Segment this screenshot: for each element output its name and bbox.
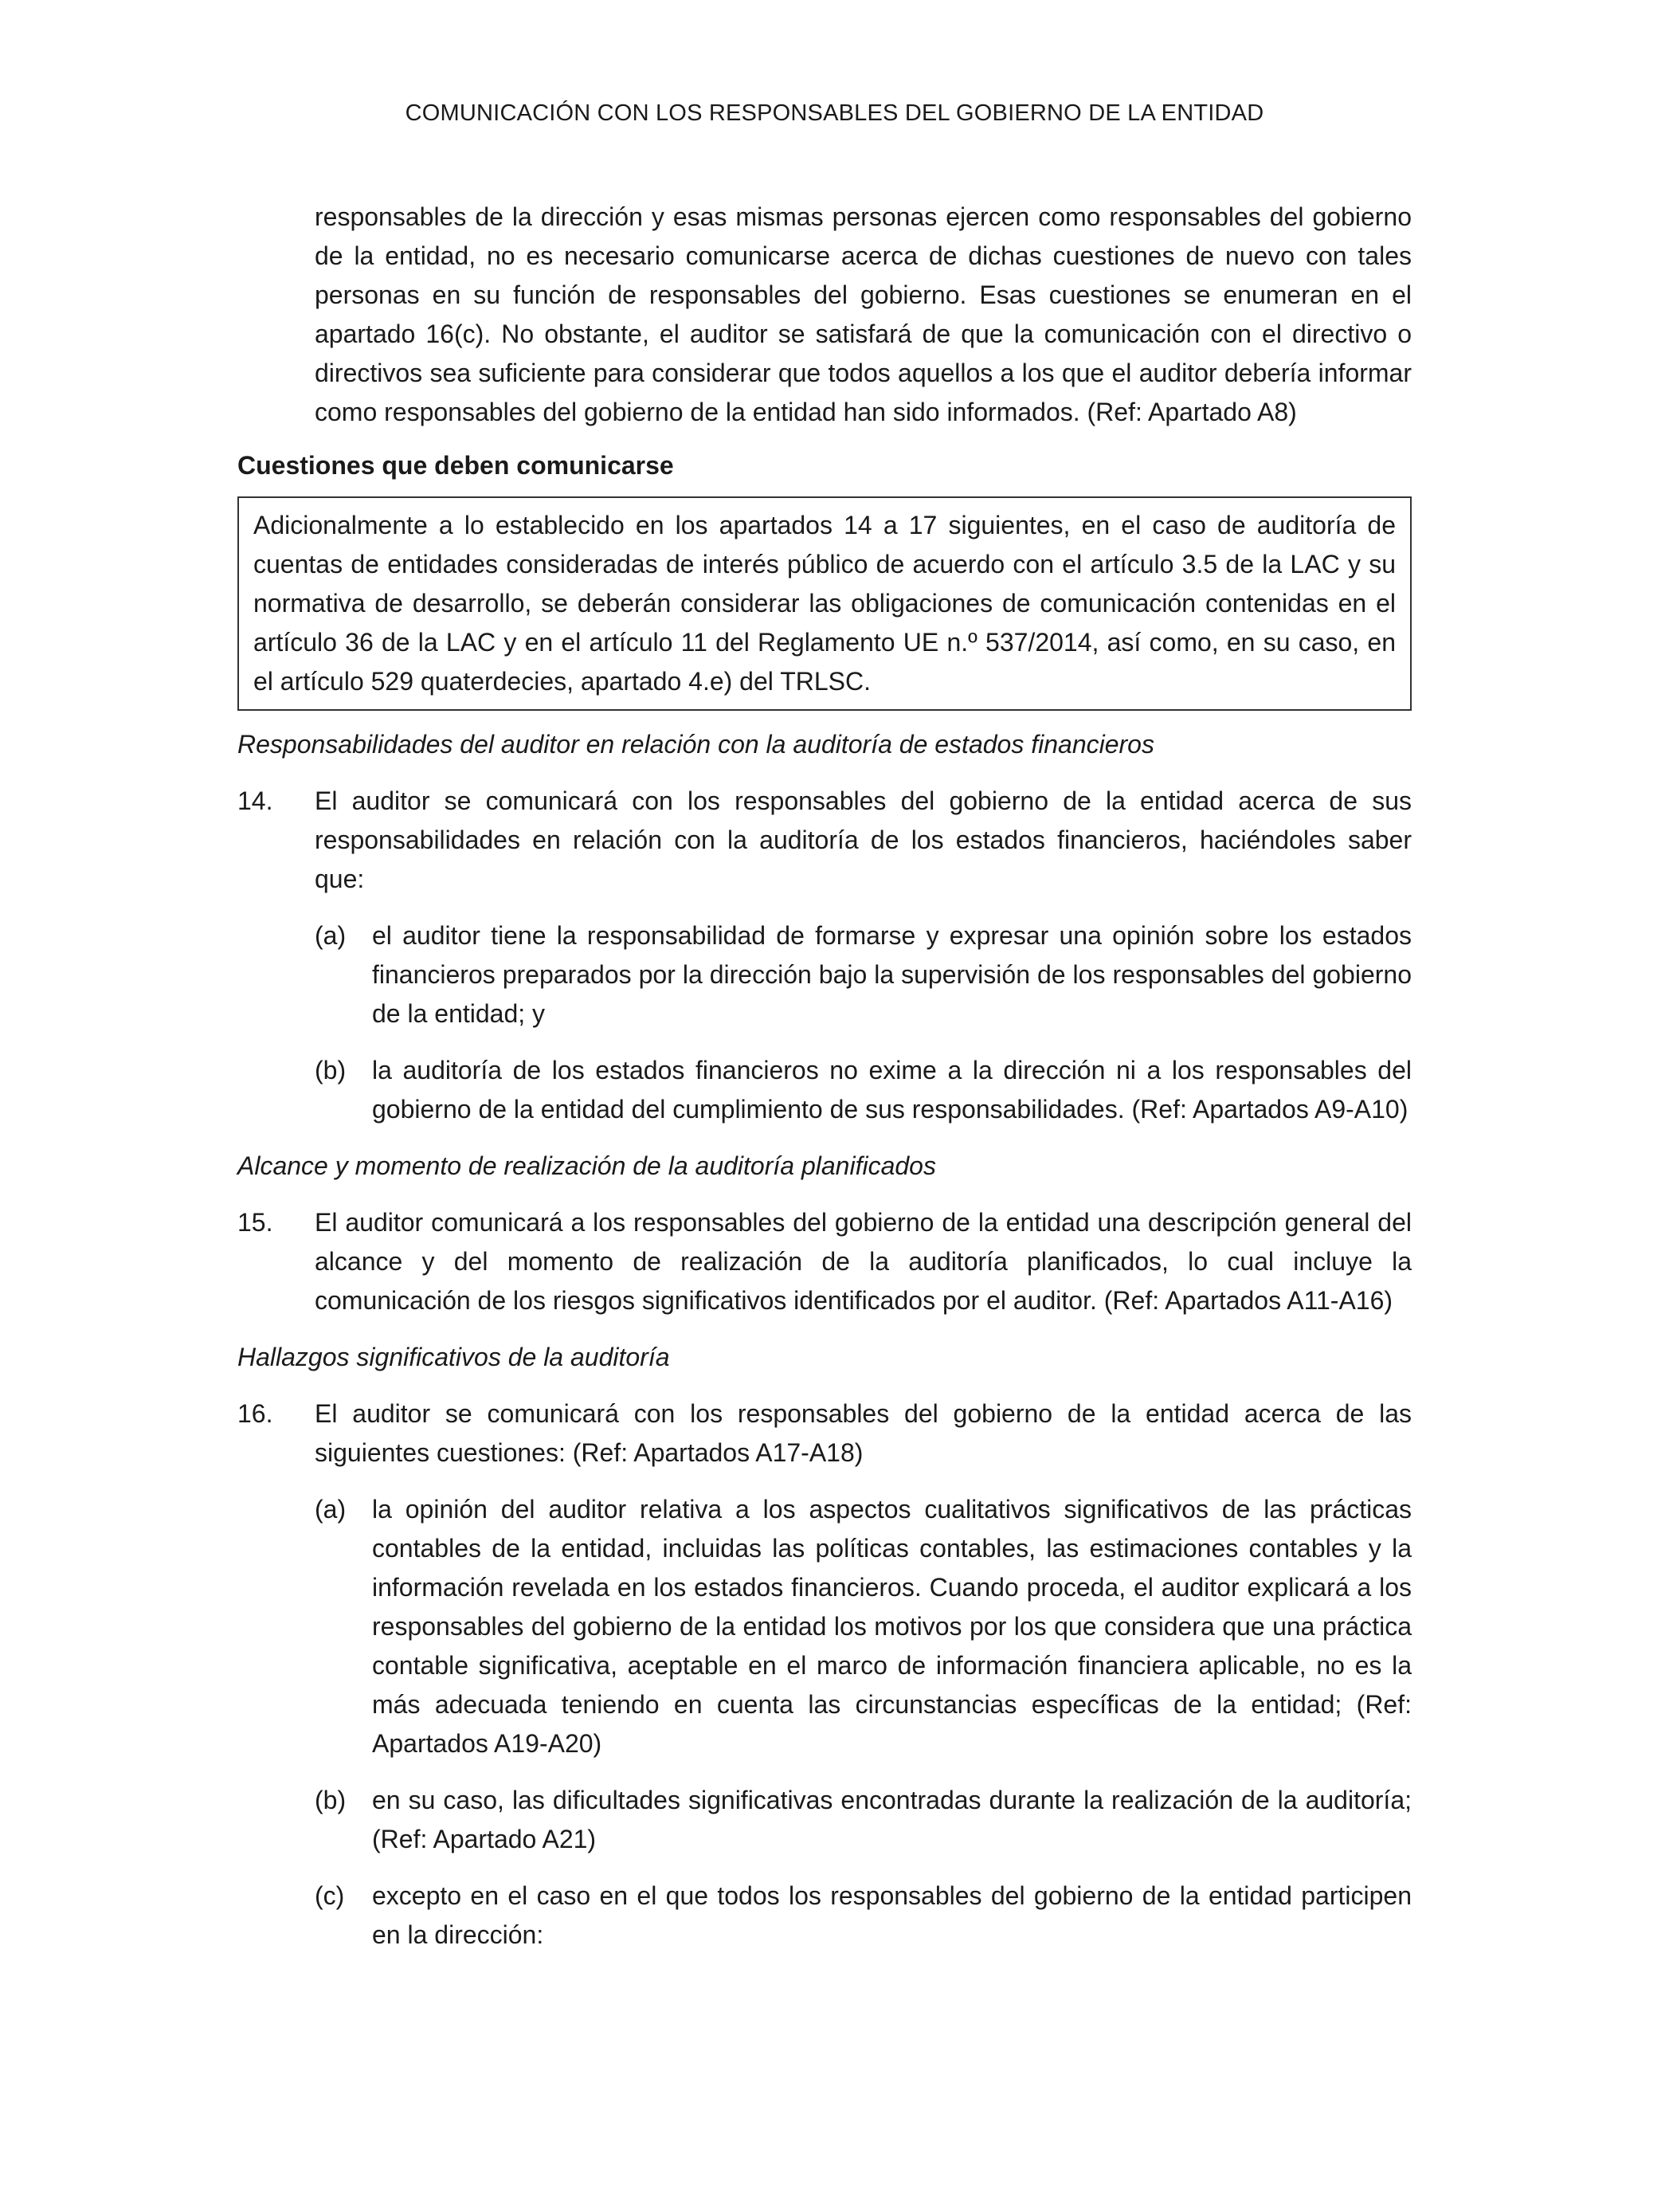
list-item [315, 1781, 1412, 1859]
subheading-alcance: Alcance y momento de realización de la auditoría planificados [237, 1151, 936, 1180]
list-item-letter: (a) [315, 921, 347, 950]
paragraph-text: El auditor se comunicará con los responsables del gobierno de la entidad acerca de sus responsabilidades en relación con la auditoría de los estados financieros, haciéndoles saber que: [315, 786, 1412, 893]
list-item [315, 916, 1412, 1033]
paragraph-14 [237, 782, 1412, 899]
list-item-text: en su caso, las dificultades significativas encontradas durante la realización de la auditoría; (Ref: Apartado A21) [372, 1786, 1412, 1853]
list-item-text: excepto en el caso en el que todos los responsables del gobierno de la entidad participen en la dirección: [372, 1881, 1412, 1949]
list-item-letter: (b) [315, 1786, 347, 1814]
list-item-letter: (a) [315, 1495, 347, 1524]
list-item-letter: (c) [315, 1881, 345, 1910]
paragraph-text: El auditor comunicará a los responsables del gobierno de la entidad una descripción general del alcance y del momento de realización de la auditoría planificados, lo cual incluye la comunicación de los riesgos significativos identificados por el auditor. (Ref: Apartados A11-A16) [315, 1208, 1412, 1315]
paragraph-number: 14. [237, 786, 273, 815]
paragraph-text: El auditor se comunicará con los responsables del gobierno de la entidad acerca de las siguientes cuestiones: (Ref: Apartados A17-A18) [315, 1399, 1412, 1467]
document-body [237, 198, 1412, 1972]
list-item-text: la auditoría de los estados financieros no exime a la dirección ni a los responsables del gobierno de la entidad del cumplimiento de sus responsabilidades. (Ref: Apartados A9-A10) [372, 1056, 1412, 1124]
section-heading: Cuestiones que deben comunicarse [237, 451, 674, 480]
paragraph-16 [237, 1394, 1412, 1473]
list-item-letter: (b) [315, 1056, 347, 1084]
list-item [315, 1877, 1412, 1955]
paragraph-15 [237, 1203, 1412, 1320]
boxed-note: Adicionalmente a lo establecido en los apartados 14 a 17 siguientes, en el caso de auditoría de cuentas de entidades consideradas de interés público de acuerdo con el artículo 3.5 de la LAC y su normativa de desarrollo, se deberán considerar las obligaciones de comunicación contenidas en el artículo 36 de la LAC y en el artículo 11 del Reglamento UE n.º 537/2014, así como, en su caso, en el artículo 529 quaterdecies, apartado 4.e) del TRLSC. [237, 496, 1412, 711]
paragraph-number: 16. [237, 1399, 273, 1428]
list-item-text: la opinión del auditor relativa a los aspectos cualitativos significativos de las prácticas contables de la entidad, incluidas las políticas contables, las estimaciones contables y la información revelada en los estados financieros. Cuando proceda, el auditor explicará a los responsables del gobierno de la entidad los motivos por los que considera que una práctica contable significativa, aceptable en el marco de información financiera aplicable, no es la más adecuada teniendo en cuenta las circunstancias específicas de la entidad; (Ref: Apartados A19-A20) [372, 1495, 1412, 1758]
subheading-hallazgos: Hallazgos significativos de la auditoría [237, 1343, 670, 1371]
paragraph-number: 15. [237, 1208, 273, 1237]
list-item [315, 1490, 1412, 1763]
page-header: COMUNICACIÓN CON LOS RESPONSABLES DEL GOBIERNO DE LA ENTIDAD [405, 100, 1264, 126]
list-item-text: el auditor tiene la responsabilidad de formarse y expresar una opinión sobre los estados financieros preparados por la dirección bajo la supervisión de los responsables del gobierno de la entidad; y [372, 921, 1412, 1028]
list-item [315, 1051, 1412, 1129]
intro-continuation-paragraph: responsables de la dirección y esas mismas personas ejercen como responsables del gobierno de la entidad, no es necesario comunicarse acerca de dichas cuestiones de nuevo con tales personas en su función de responsables del gobierno. Esas cuestiones se enumeran en el apartado 16(c). No obstante, el auditor se satisfará de que la comunicación con el directivo o directivos sea suficiente para considerar que todos aquellos a los que el auditor debería informar como responsables del gobierno de la entidad han sido informados. (Ref: Apartado A8) [315, 202, 1412, 426]
subheading-responsabilidades: Responsabilidades del auditor en relación con la auditoría de estados financieros [237, 730, 1154, 759]
